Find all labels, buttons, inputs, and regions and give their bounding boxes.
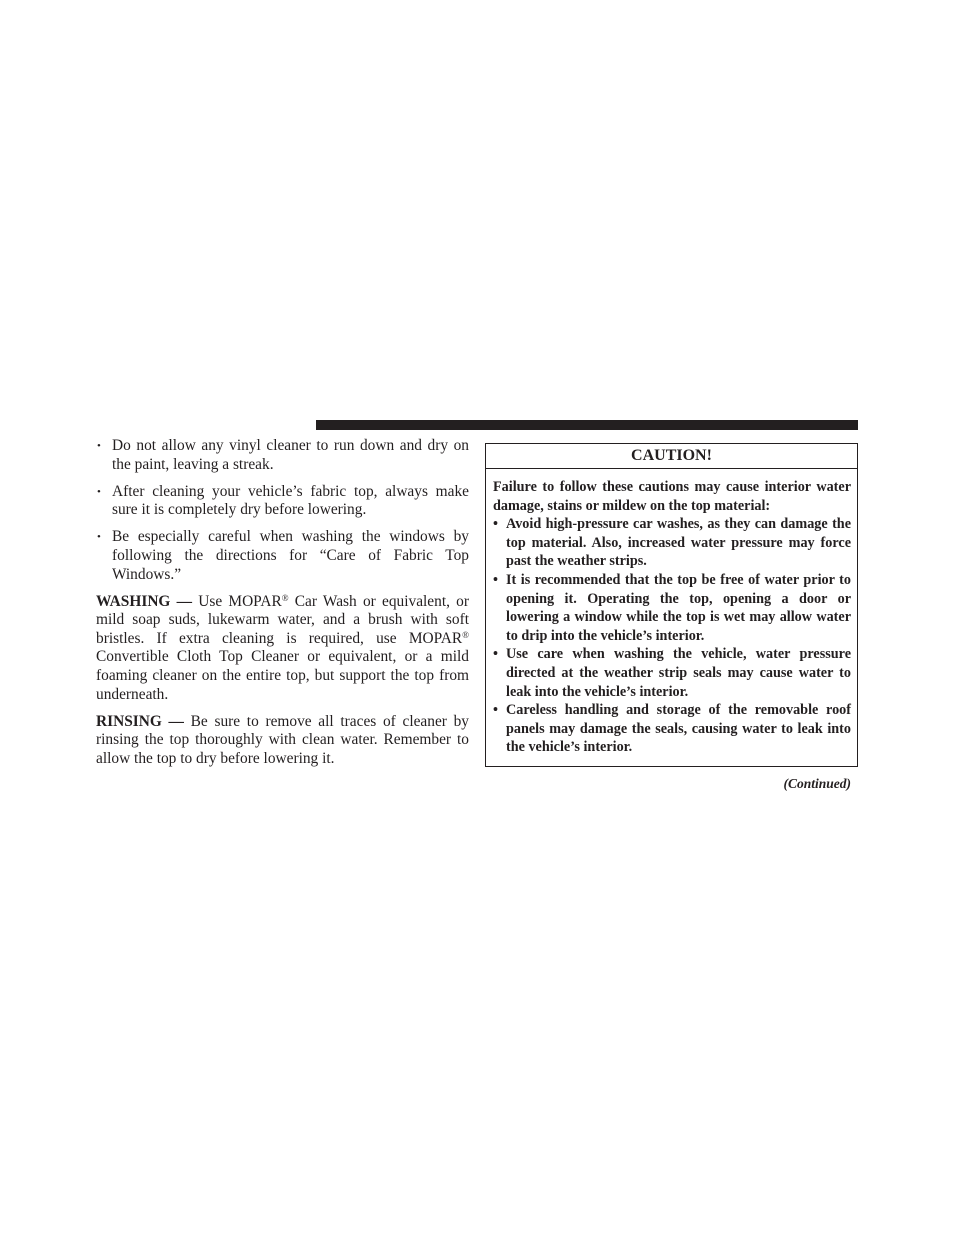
washing-paragraph [96,593,469,705]
list-item-text: Do not allow any vinyl cleaner to run down and dry on the paint, leaving a streak. [112,437,469,473]
bullet-icon: • [493,516,498,533]
bullet-icon: • [97,531,101,544]
caution-item-text: Use care when washing the vehicle, water pressure directed at the weather strip seals may cause water to leak into the vehicle’s interior. [506,646,851,700]
list-item [493,515,851,571]
caution-intro: Failure to follow these cautions may cause interior water damage, stains or mildew on the top material: [493,479,851,514]
bullet-icon: • [97,440,101,452]
registered-mark: ® [462,629,469,640]
list-item-text: Be especially careful when washing the windows by following the directions for “Care of Fabric Top Windows.” [112,528,469,583]
bullet-icon: • [493,702,498,719]
list-item [96,483,469,520]
washing-text-2: Car Wash or equivalent, or mild soap suds, lukewarm water, and a brush with soft bristles. If extra cleaning is required, use MOPAR [96,592,469,647]
washing-text-1: Use MOPAR [192,592,282,610]
caution-box [485,443,858,767]
washing-heading: WASHING — [96,592,193,610]
list-item [493,571,851,645]
section-header-rule [316,420,858,430]
bullet-icon: • [97,485,101,498]
caution-list [493,515,851,757]
list-item [96,437,469,474]
bullet-icon: • [493,646,498,663]
registered-mark: ® [281,592,289,603]
continued-note: (Continued) [783,776,851,791]
list-item [96,528,469,584]
caution-item-text: Careless handling and storage of the removable roof panels may damage the seals, causing water to leak into the vehicle’s interior. [506,702,851,756]
care-bullet-list [96,437,469,584]
rinsing-text: Be sure to remove all traces of cleaner by rinsing the top thoroughly with clean water. Remember to allow the top to dry before lowering it. [96,712,470,767]
caution-body [486,469,857,757]
list-item [493,645,851,701]
caution-item-text: It is recommended that the top be free of water prior to opening it. Operating the top, opening a door or lowering a window while the top is wet may allow water to drip into the vehicle’s interior. [506,571,851,644]
rinsing-paragraph [96,713,469,769]
caution-item-text: Avoid high-pressure car washes, as they can damage the top material. Also, increased water pressure may force past the weather strips. [506,516,851,570]
rinsing-heading: RINSING — [96,712,184,730]
list-item [493,701,851,757]
bullet-icon: • [493,571,498,588]
caution-title: CAUTION! [486,444,857,469]
washing-text-3: Convertible Cloth Top Cleaner or equivalent, or a mild foaming cleaner on the entire top, but support the top from underneath. [96,648,469,703]
list-item-text: After cleaning your vehicle’s fabric top, always make sure it is completely dry before lowering. [112,482,469,519]
left-column [96,437,469,777]
